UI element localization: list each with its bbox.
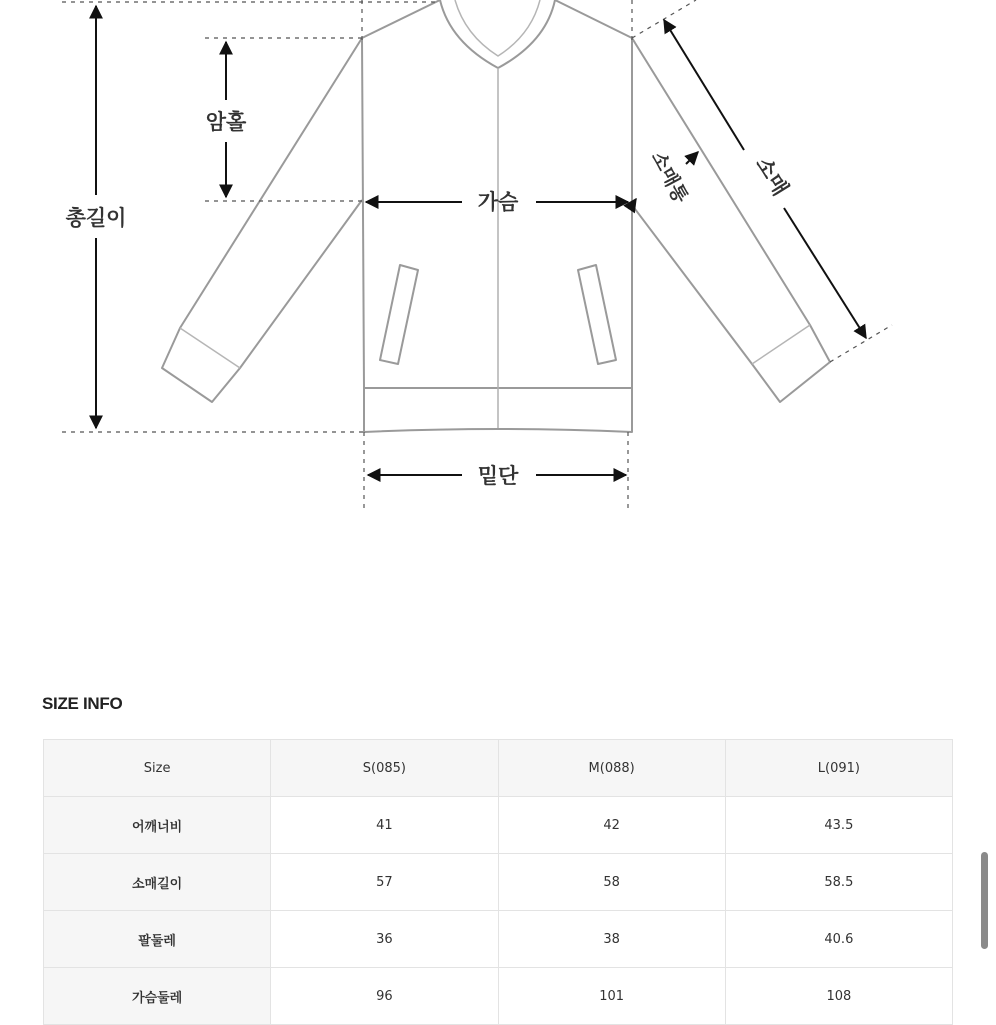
table-cell: 38 [498,911,725,968]
hem-label: 밑단 [477,464,519,488]
measurement-arrows [96,6,866,475]
guide-lines [62,0,892,508]
table-row [44,797,953,854]
armhole-label: 암홀 [205,110,247,134]
row-label: 어깨너비 [44,797,271,854]
jacket-illustration [162,0,830,432]
header-cell: M(088) [498,740,725,797]
table-header-row [44,740,953,797]
table-row [44,911,953,968]
size-info-title: SIZE INFO [42,694,123,713]
table-cell: 36 [271,911,498,968]
header-cell: Size [44,740,271,797]
table-cell: 57 [271,854,498,911]
row-label: 가슴둘레 [44,968,271,1025]
table-cell: 108 [725,968,952,1025]
table-cell: 58.5 [725,854,952,911]
sleeve-opening-label: 소매통 [646,147,692,207]
page-scrollbar[interactable] [981,852,988,949]
chest-label: 가슴 [477,190,519,214]
table-cell: 58 [498,854,725,911]
table-row [44,968,953,1025]
row-label: 팔둘레 [44,911,271,968]
size-info-table [43,739,953,1025]
table-cell: 40.6 [725,911,952,968]
header-cell: S(085) [271,740,498,797]
table-cell: 41 [271,797,498,854]
header-cell: L(091) [725,740,952,797]
sleeve-label: 소매 [751,152,793,200]
table-cell: 42 [498,797,725,854]
table-cell: 101 [498,968,725,1025]
table-row [44,854,953,911]
table-cell: 43.5 [725,797,952,854]
table-cell: 96 [271,968,498,1025]
row-label: 소매길이 [44,854,271,911]
total-length-label: 총길이 [65,206,127,230]
